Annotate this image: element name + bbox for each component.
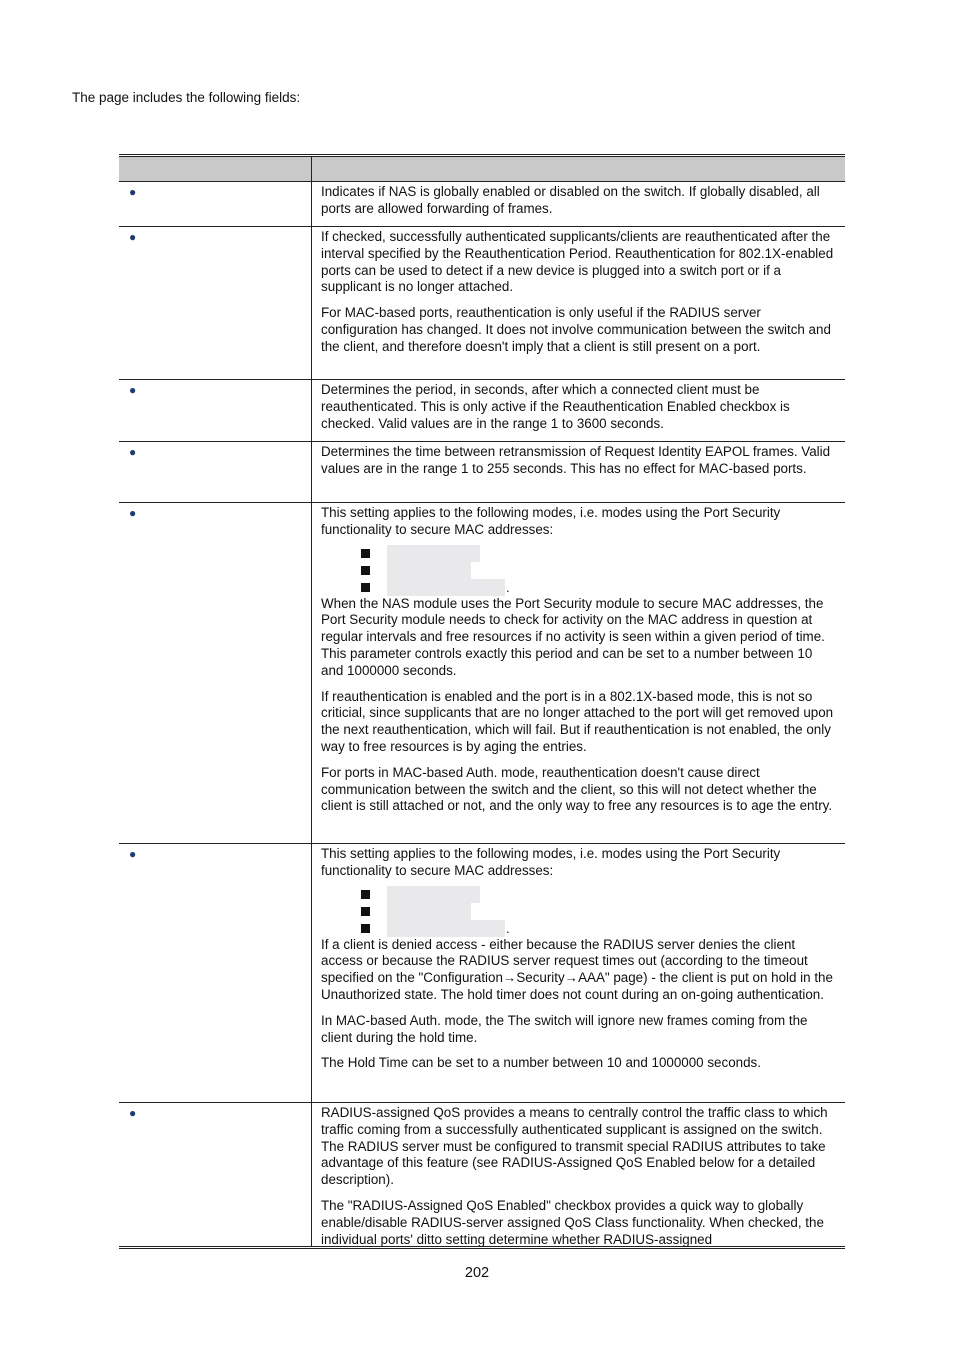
square-bullet-icon — [361, 890, 370, 899]
bullet-icon: ● — [129, 230, 137, 244]
redacted-mode-name — [387, 886, 480, 903]
square-bullet-icon — [361, 924, 370, 933]
mode-list-item — [361, 579, 837, 596]
description-paragraph: For ports in MAC-based Auth. mode, reauthentication doesn't cause direct communication between the switch and the client, so this will not detect whether the client is still attached or not, and the only way to free any resources is to age the entry. — [321, 764, 833, 814]
description-paragraph: For MAC-based ports, reauthentication is only useful if the RADIUS server configuration has changed. It does not involve communication between the switch and the client, and therefore doesn't imply that a client is still present on a port. — [321, 305, 831, 354]
object-cell — [119, 227, 312, 379]
redacted-mode-name — [387, 562, 471, 579]
description-paragraph: RADIUS-assigned QoS provides a means to centrally control the traffic class to which traffic coming from a successfully authenticated supplicant is assigned on the switch. The RADIUS server must be configured to transmit special RADIUS attributes to take advantage of this feature (see RADIUS-Assigned QoS Enabled below for a detailed description). — [321, 1105, 828, 1188]
mode-list — [321, 545, 837, 596]
description-paragraph: Determines the time between retransmission of Request Identity EAPOL frames. Valid values are in the range 1 to 255 seconds. This has no effect for MAC-based ports. — [321, 444, 831, 476]
description-paragraph: Determines the period, in seconds, after which a connected client must be reauthenticated. This is only active if the Reauthentication Enabled checkbox is checked. Valid values are in the range 1 to 3600 seconds. — [321, 382, 790, 431]
mode-list-item — [361, 545, 837, 562]
table-header — [119, 157, 845, 182]
description-cell — [312, 182, 845, 226]
page-number: 202 — [464, 1265, 490, 1281]
square-bullet-icon — [361, 583, 370, 592]
object-cell — [119, 844, 312, 1102]
object-cell — [119, 182, 312, 226]
description-paragraph: If checked, successfully authenticated supplicants/clients are reauthenticated after the interval specified by the Reauthentication Period. Reauthentication for 802.1X-enabled ports can be used to detect if a new device is plugged into a switch port or if a supplicant is no longer attached. — [321, 229, 834, 295]
object-cell — [119, 1103, 312, 1246]
square-bullet-icon — [361, 549, 370, 558]
description-cell — [312, 380, 845, 441]
table-row — [119, 442, 845, 503]
header-description-cell — [312, 157, 845, 181]
redacted-mode-name — [387, 545, 480, 562]
description-paragraph: The Hold Time can be set to a number between 10 and 1000000 seconds. — [321, 1055, 761, 1071]
table-row — [119, 380, 845, 442]
description-paragraph: In MAC-based Auth. mode, the The switch will ignore new frames coming from the client during the hold time. — [321, 1012, 808, 1045]
list-end-period: . — [506, 579, 510, 595]
square-bullet-icon — [361, 907, 370, 916]
object-cell — [119, 380, 312, 441]
redacted-mode-name — [387, 579, 505, 596]
description-lead: This setting applies to the following modes, i.e. modes using the Port Security functionality to secure MAC addresses: — [321, 846, 781, 878]
object-cell — [119, 442, 312, 502]
mode-list-item — [361, 903, 837, 920]
header-object-cell — [119, 157, 312, 181]
list-end-period: . — [506, 920, 510, 936]
description-cell — [312, 442, 845, 502]
mode-list-item — [361, 920, 837, 937]
fields-table — [119, 154, 845, 1249]
mode-list-item — [361, 562, 837, 579]
description-paragraph: If a client is denied access - either because the RADIUS server denies the client access or because the RADIUS server request times out (according to the timeout specified on the "Configuration→Security→AAA" page) - the client is put on hold in the Unauthorized state. The hold timer does not count during an on-going authentication. — [321, 936, 833, 1002]
bullet-icon: ● — [129, 847, 137, 861]
redacted-mode-name — [387, 903, 471, 920]
bullet-icon: ● — [129, 506, 137, 520]
description-paragraph: If reauthentication is enabled and the port is in a 802.1X-based mode, this is not so criticial, since supplicants that are no longer attached to the port will get removed upon the next reauthentication, which will fail. But if reauthentication is not enabled, the only way to free resources is by aging the entries. — [321, 688, 834, 754]
description-paragraph: Indicates if NAS is globally enabled or disabled on the switch. If globally disabled, all ports are allowed forwarding of frames. — [321, 184, 820, 216]
mode-list — [321, 886, 837, 937]
table-row — [119, 182, 845, 227]
description-cell — [312, 227, 845, 379]
description-paragraph: When the NAS module uses the Port Security module to secure MAC addresses, the Port Security module needs to check for activity on the MAC address in question at regular intervals and free resources if no activity is seen within a given period of time. This parameter controls exactly this period and can be set to a number between 10 and 1000000 seconds. — [321, 595, 825, 678]
bullet-icon: ● — [129, 383, 137, 397]
description-cell — [312, 844, 845, 1102]
bullet-icon: ● — [129, 1106, 137, 1120]
table-row — [119, 1103, 845, 1246]
object-cell — [119, 503, 312, 843]
bullet-icon: ● — [129, 185, 137, 199]
table-row — [119, 844, 845, 1103]
mode-list-item — [361, 886, 837, 903]
bullet-icon: ● — [129, 445, 137, 459]
table-row — [119, 227, 845, 380]
description-paragraph: The "RADIUS-Assigned QoS Enabled" checkbox provides a quick way to globally enable/disable RADIUS-server assigned QoS Class functionality. When checked, the individual ports' ditto setting determine whether RADIUS-assigned — [321, 1197, 824, 1247]
table-row — [119, 503, 845, 844]
description-lead: This setting applies to the following modes, i.e. modes using the Port Security functionality to secure MAC addresses: — [321, 505, 781, 537]
redacted-mode-name — [387, 920, 505, 937]
intro-text: The page includes the following fields: — [72, 90, 301, 105]
description-cell — [312, 503, 845, 843]
description-cell — [312, 1103, 845, 1246]
square-bullet-icon — [361, 566, 370, 575]
